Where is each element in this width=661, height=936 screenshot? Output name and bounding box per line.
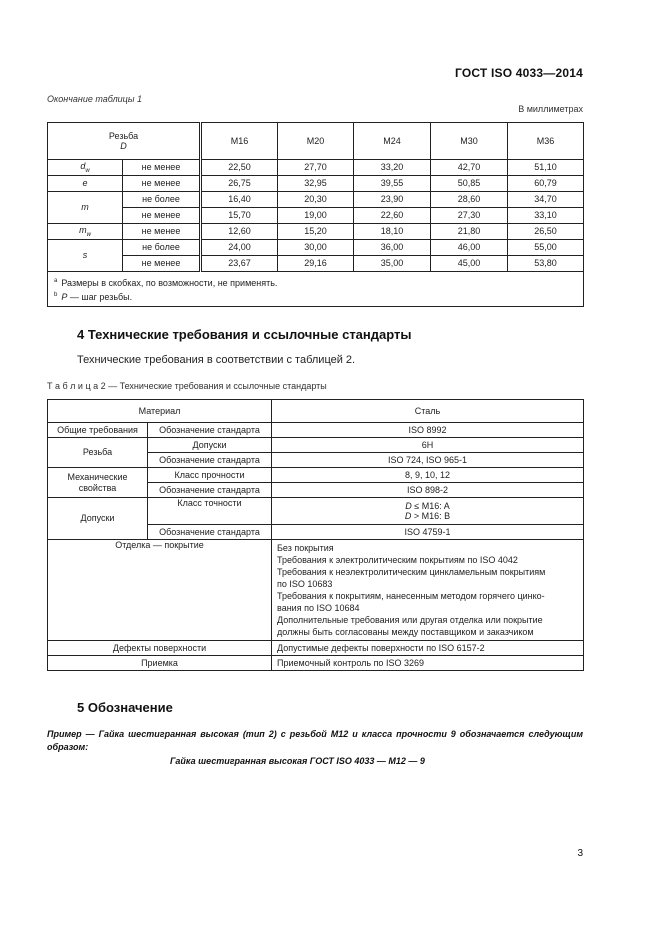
row-label: Резьба [48, 438, 148, 468]
row-label: Общие требования [48, 423, 148, 438]
row-sublabel: Обозначение стандарта [148, 453, 272, 468]
cell: 29,16 [278, 256, 354, 272]
condition: не менее [123, 256, 201, 272]
table-row [48, 160, 584, 176]
cell: 19,00 [278, 208, 354, 224]
row-label: Дефекты поверхности [48, 641, 272, 656]
row-sublabel: Обозначение стандарта [148, 525, 272, 540]
cell: 50,85 [431, 176, 508, 192]
table-row [48, 498, 584, 525]
row-sublabel: Класс точности [148, 498, 272, 525]
table-row [48, 656, 584, 671]
cell: 8, 9, 10, 12 [272, 468, 584, 483]
cell: ISO 4759-1 [272, 525, 584, 540]
cell: 33,10 [508, 208, 584, 224]
cell: 53,80 [508, 256, 584, 272]
cell: 20,30 [278, 192, 354, 208]
table-row [48, 256, 584, 272]
cell: 51,10 [508, 160, 584, 176]
param-m: m [48, 192, 123, 224]
cell: 60,79 [508, 176, 584, 192]
example-text: Пример — Гайка шестигранная высокая (тип 2) с резьбой M12 и класса прочности 9 обозначается следующим образом: [47, 729, 583, 752]
finish-requirements: Без покрытия Требования к электролитическим покрытиям по ISO 4042 Требования к неэлектролитическим цинкламельным покрытиям по ISO 10683 Требования к покрытиям, нанесенным методом горячего цинко- вания по ISO 10684 Дополнительные требования или другая отделка или покрытие должны быть согласованы между поставщиком и заказчиком [272, 540, 584, 641]
condition: не менее [123, 224, 201, 240]
row-label: Механические свойства [48, 468, 148, 498]
cell: 12,60 [201, 224, 278, 240]
document-id: ГОСТ ISO 4033—2014 [454, 66, 583, 80]
cell: 15,70 [201, 208, 278, 224]
table-row [48, 240, 584, 256]
row-label: Отделка — покрытие [48, 540, 272, 641]
table-row [48, 468, 584, 483]
cell: 15,20 [278, 224, 354, 240]
col-m20: M20 [278, 123, 354, 160]
table-row [48, 192, 584, 208]
cell: 6H [272, 438, 584, 453]
table1-caption: Окончание таблицы 1 [47, 94, 142, 104]
table-row [48, 423, 584, 438]
cell: 27,70 [278, 160, 354, 176]
cell: 46,00 [431, 240, 508, 256]
cell: 26,75 [201, 176, 278, 192]
cell: 28,60 [431, 192, 508, 208]
cell: 34,70 [508, 192, 584, 208]
table-row [48, 641, 584, 656]
cell: D ≤ M16: A D > M16: B [272, 498, 584, 525]
cell: 23,67 [201, 256, 278, 272]
param-s: s [48, 240, 123, 272]
param-dw: $d_w$ [48, 160, 123, 176]
cell: 36,00 [354, 240, 431, 256]
cell: ISO 8992 [272, 423, 584, 438]
cell: 39,55 [354, 176, 431, 192]
condition: не более [123, 240, 201, 256]
section5-title: 5 Обозначение [77, 700, 173, 715]
page-number: 3 [577, 848, 583, 859]
cell: 35,00 [354, 256, 431, 272]
cell: 22,60 [354, 208, 431, 224]
condition: не менее [123, 160, 201, 176]
footnote-a: $^a$ Размеры в скобках, по возможности, не применять. [54, 278, 278, 288]
cell: 21,80 [431, 224, 508, 240]
cell: 45,00 [431, 256, 508, 272]
cell: 33,20 [354, 160, 431, 176]
cell: 42,70 [431, 160, 508, 176]
col-m16: M16 [201, 123, 278, 160]
table-row [48, 224, 584, 240]
condition: не менее [123, 208, 201, 224]
cell: 55,00 [508, 240, 584, 256]
footnote-b: $^b$ P — шаг резьбы. [54, 292, 133, 302]
cell: 23,90 [354, 192, 431, 208]
cell: ISO 724, ISO 965-1 [272, 453, 584, 468]
col-m30: M30 [431, 123, 508, 160]
cell: 16,40 [201, 192, 278, 208]
table-row [48, 540, 584, 641]
cell: Приемочный контроль по ISO 3269 [272, 656, 584, 671]
thread-header: Резьба D [48, 123, 201, 160]
cell: 26,50 [508, 224, 584, 240]
cell: 24,00 [201, 240, 278, 256]
table-row [48, 208, 584, 224]
cell: 32,95 [278, 176, 354, 192]
param-e: e [48, 176, 123, 192]
table-row [48, 438, 584, 453]
cell: 22,50 [201, 160, 278, 176]
cell: Допустимые дефекты поверхности по ISO 6157-2 [272, 641, 584, 656]
cell: 30,00 [278, 240, 354, 256]
col-m36: M36 [508, 123, 584, 160]
row-sublabel: Допуски [148, 438, 272, 453]
table-row [48, 176, 584, 192]
row-sublabel: Обозначение стандарта [148, 423, 272, 438]
param-mw: $m_w$ [48, 224, 123, 240]
section4-paragraph: Технические требования в соответствии с таблицей 2. [77, 354, 356, 366]
head-steel: Сталь [272, 400, 584, 423]
table2-caption: Т а б л и ц а 2 — Технические требования и ссылочные стандарты [47, 381, 327, 391]
dimensions-table [47, 122, 584, 307]
row-label: Допуски [48, 498, 148, 540]
section4-title: 4 Технические требования и ссылочные стандарты [77, 327, 412, 342]
table1-units: В миллиметрах [518, 104, 583, 114]
designation-example: Гайка шестигранная высокая ГОСТ ISO 4033 — M12 — 9 [170, 756, 425, 766]
requirements-table [47, 399, 584, 671]
table1-footnotes [48, 272, 584, 307]
row-sublabel: Обозначение стандарта [148, 483, 272, 498]
cell: 27,30 [431, 208, 508, 224]
col-m24: M24 [354, 123, 431, 160]
cell: ISO 898-2 [272, 483, 584, 498]
row-label: Приемка [48, 656, 272, 671]
head-material: Материал [48, 400, 272, 423]
condition: не более [123, 192, 201, 208]
row-sublabel: Класс прочности [148, 468, 272, 483]
cell: 18,10 [354, 224, 431, 240]
condition: не менее [123, 176, 201, 192]
